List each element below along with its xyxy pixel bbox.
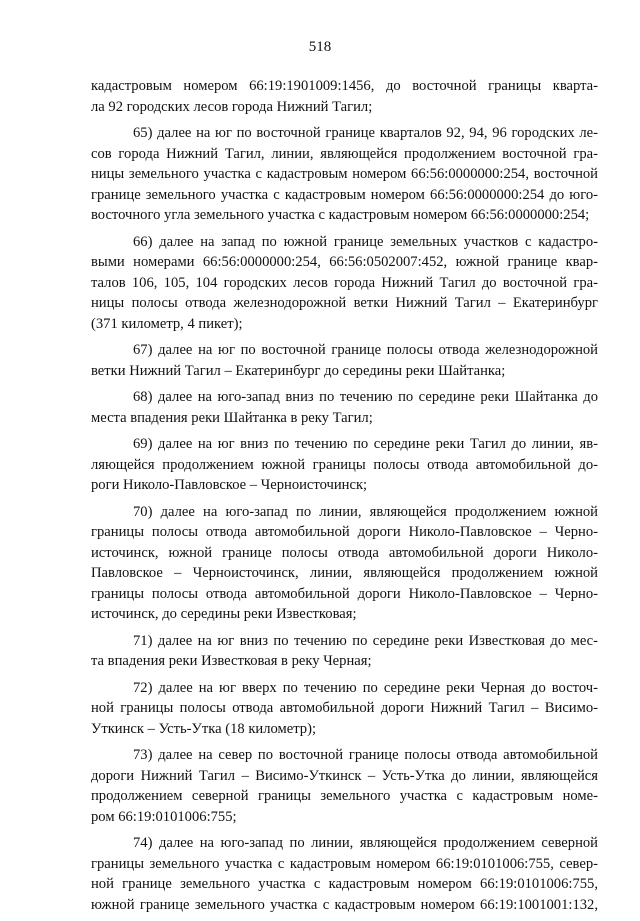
text-line: границы земельного участка с кадастровым номером 66:19:0101006:755, север- [91, 855, 598, 872]
text-line: та впадения реки Известковая в реку Черная; [91, 653, 372, 669]
text-line: выми номерами 66:56:0000000:254, 66:56:0502007:452, южной границе квар- [91, 254, 598, 270]
text-line: границы полосы отвода автомобильной дороги Николо-Павловское – Черно- [91, 524, 598, 540]
text-line: 68) далее на юго-запад вниз по течению по середине реки Шайтанка до [133, 389, 598, 405]
text-line: роги Николо-Павловское – Черноисточинск; [91, 477, 368, 493]
text-line: Павловское – Черноисточинск, линии, являющейся продолжением южной [91, 565, 598, 581]
paragraph [91, 387, 598, 428]
text-line: дороги Нижний Тагил – Висимо-Уткинск – Усть-Утка до линии, являющейся [91, 767, 598, 784]
text-line: Уткинск – Усть-Утка (18 километр); [91, 720, 317, 737]
text-line: ной границы полосы отвода автомобильной дороги Нижний Тагил – Висимо- [91, 700, 598, 716]
text-line: ной границе земельного участка с кадастровым номером 66:19:0101006:755, [91, 876, 598, 892]
text-line: сов города Нижний Тагил, линии, являющейся продолжением восточной гра- [91, 145, 598, 162]
paragraph [91, 745, 598, 827]
text-line: 73) далее на север по восточной границе полосы отвода автомобильной [133, 747, 598, 763]
paragraph [91, 123, 598, 226]
text-line: 74) далее на юго-запад по линии, являющейся продолжением северной [133, 835, 598, 851]
paragraph [91, 232, 598, 335]
paragraph [91, 678, 598, 740]
text-line: ла 92 городских лесов города Нижний Тагил; [91, 98, 373, 115]
paragraph [91, 340, 598, 381]
text-line: источинск, до середины реки Известковая; [91, 606, 357, 622]
text-line: кадастровым номером 66:19:1901009:1456, до восточной границы кварта- [91, 78, 598, 94]
paragraph [91, 434, 598, 496]
document-body [91, 76, 598, 921]
text-line: 69) далее на юг вниз по течению по середине реки Тагил до линии, яв- [133, 436, 598, 452]
text-line: ляющейся продолжением южной границы полосы отвода автомобильной до- [91, 456, 598, 473]
paragraph [91, 76, 598, 117]
text-line: южной границе земельного участка с кадастровым номером 66:19:1001001:132, [91, 896, 598, 913]
text-line: 72) далее на юг вверх по течению по середине реки Черная до восточ- [133, 679, 598, 696]
text-line: источинск, южной границе полосы отвода автомобильной дороги Николо- [91, 544, 598, 561]
text-line: ницы земельного участка с кадастровым номером 66:56:0000000:254, восточной [91, 166, 598, 182]
paragraph [91, 833, 598, 915]
page-number: 518 [308, 39, 332, 55]
text-line: границе земельного участка с кадастровым номером 66:56:0000000:254 до юго- [91, 186, 598, 203]
text-line: места впадения реки Шайтанка в реку Тагил; [91, 409, 373, 426]
text-line: границы полосы отвода автомобильной дороги Николо-Павловское – Черно- [91, 585, 598, 602]
text-line: восточного угла земельного участка с кадастровым номером 66:56:0000000:254; [91, 207, 590, 223]
paragraph [91, 631, 598, 672]
text-line: 71) далее на юг вниз по течению по середине реки Известковая до мес- [133, 632, 598, 649]
text-line: ром 66:19:0101006:755; [91, 808, 237, 825]
text-line: ницы полосы отвода железнодорожной ветки Нижний Тагил – Екатеринбург [91, 295, 598, 311]
text-line: 70) далее на юго-запад по линии, являющейся продолжением южной [133, 503, 598, 520]
text-line: ветки Нижний Тагил – Екатеринбург до середины реки Шайтанка; [91, 362, 506, 379]
paragraph [91, 502, 598, 625]
text-line: 66) далее на запад по южной границе земельных участков с кадастро- [133, 233, 598, 250]
text-line: 67) далее на юг по восточной границе полосы отвода железнодорожной [133, 342, 598, 358]
text-line: продолжением северной границы земельного участка с кадастровым номе- [91, 788, 598, 804]
text-line: (371 километр, 4 пикет); [91, 315, 243, 332]
text-line: 65) далее на юг по восточной границе кварталов 92, 94, 96 городских ле- [133, 125, 598, 141]
text-line: талов 106, 105, 104 городских лесов города Нижний Тагил до восточной гра- [91, 274, 598, 291]
